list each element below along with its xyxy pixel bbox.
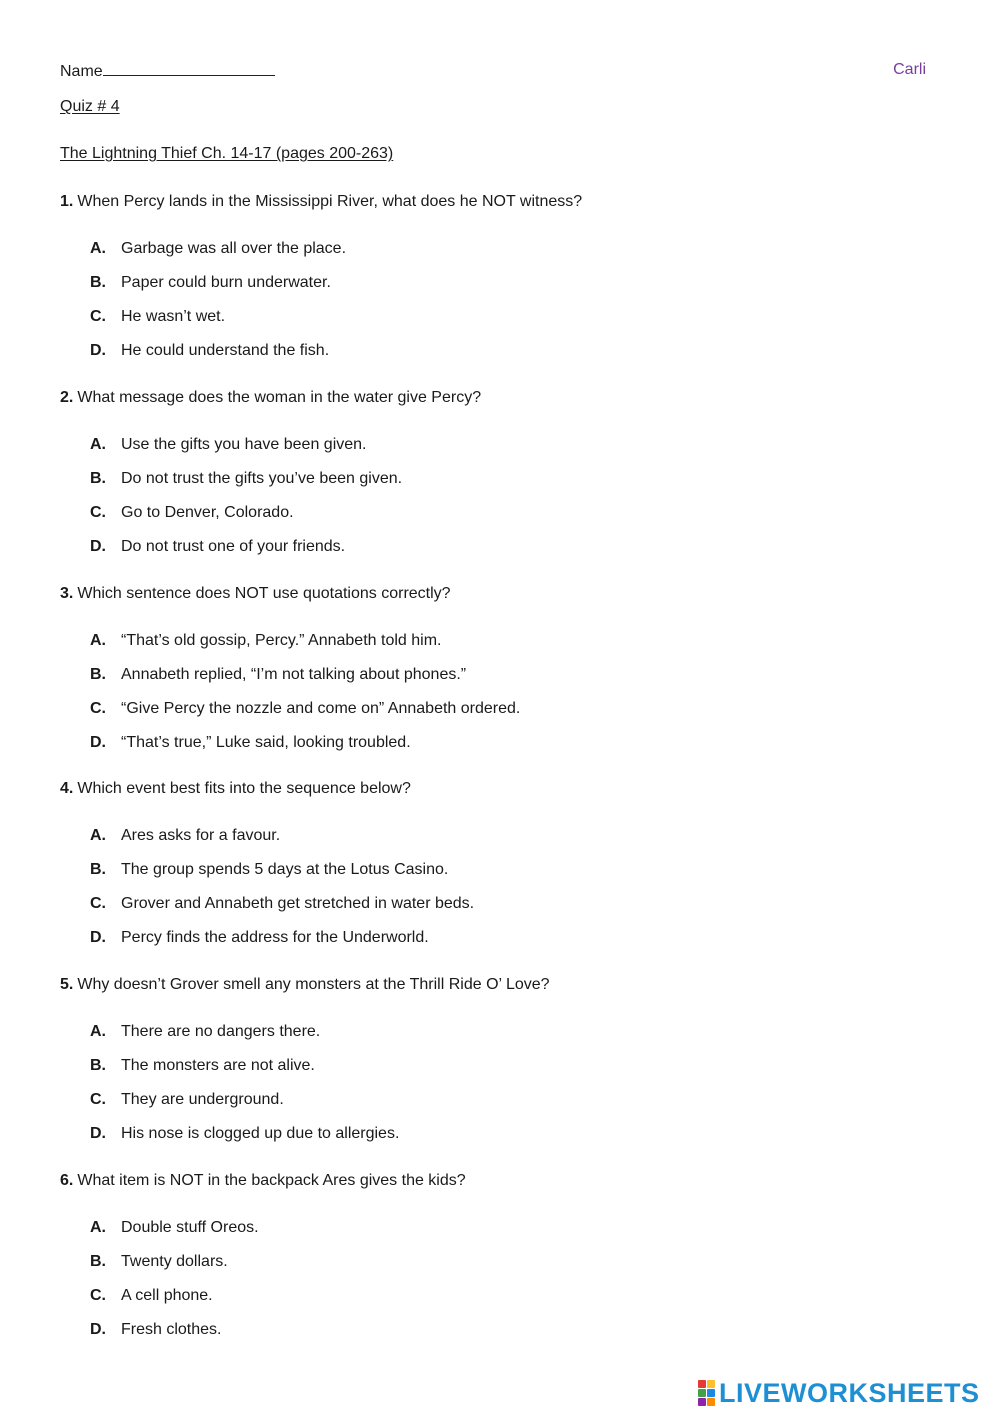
answer-option[interactable] <box>90 666 466 684</box>
option-letter: B. <box>90 666 106 683</box>
logo-square <box>698 1398 706 1406</box>
answer-option[interactable] <box>90 240 346 258</box>
option-letter: C. <box>90 1091 106 1108</box>
option-text: The group spends 5 days at the Lotus Casino. <box>121 861 449 878</box>
question-number: 6. <box>60 1172 74 1189</box>
liveworksheets-logo <box>698 1378 980 1408</box>
book-title: The Lightning Thief Ch. 14-17 (pages 200-263) <box>60 145 394 162</box>
answer-option[interactable] <box>90 1321 221 1339</box>
answer-option[interactable] <box>90 436 367 454</box>
option-text: Garbage was all over the place. <box>121 240 347 257</box>
option-text: His nose is clogged up due to allergies. <box>121 1125 400 1142</box>
option-text: Grover and Annabeth get stretched in water beds. <box>121 895 475 912</box>
answer-option[interactable] <box>90 632 441 650</box>
option-text: Twenty dollars. <box>121 1253 228 1270</box>
question-number: 4. <box>60 780 74 797</box>
answer-option[interactable] <box>90 1125 399 1143</box>
option-letter: C. <box>90 308 106 325</box>
option-letter: B. <box>90 274 106 291</box>
name-label: Name <box>60 63 103 80</box>
option-letter: C. <box>90 504 106 521</box>
option-letter: C. <box>90 895 106 912</box>
question-text: Why doesn’t Grover smell any monsters at the Thrill Ride O’ Love? <box>77 976 550 993</box>
answer-option[interactable] <box>90 1057 315 1075</box>
option-text: He wasn’t wet. <box>121 308 226 325</box>
option-text: The monsters are not alive. <box>121 1057 315 1074</box>
answer-option[interactable] <box>90 1091 284 1109</box>
answer-option[interactable] <box>90 700 520 718</box>
question-3 <box>60 585 451 603</box>
option-letter: D. <box>90 342 106 359</box>
option-text: “That’s old gossip, Percy.” Annabeth told him. <box>121 632 442 649</box>
option-letter: B. <box>90 861 106 878</box>
option-letter: B. <box>90 1253 106 1270</box>
option-letter: D. <box>90 1321 106 1338</box>
answer-option[interactable] <box>90 1023 320 1041</box>
answer-option[interactable] <box>90 470 402 488</box>
option-text: Percy finds the address for the Underworld. <box>121 929 429 946</box>
question-6 <box>60 1172 466 1190</box>
question-text: Which sentence does NOT use quotations correctly? <box>77 585 451 602</box>
option-letter: C. <box>90 700 106 717</box>
option-text: “That’s true,” Luke said, looking troubled. <box>121 734 411 751</box>
answer-option[interactable] <box>90 274 331 292</box>
name-line <box>60 61 275 81</box>
option-letter: B. <box>90 1057 106 1074</box>
answer-option[interactable] <box>90 1253 228 1271</box>
option-text: Do not trust one of your friends. <box>121 538 346 555</box>
option-text: They are underground. <box>121 1091 284 1108</box>
answer-option[interactable] <box>90 827 280 845</box>
option-letter: A. <box>90 1219 106 1236</box>
quiz-title: Quiz # 4 <box>60 98 120 115</box>
answer-option[interactable] <box>90 1219 259 1237</box>
option-letter: B. <box>90 470 106 487</box>
question-number: 1. <box>60 193 74 210</box>
option-text: “Give Percy the nozzle and come on” Annabeth ordered. <box>121 700 521 717</box>
question-5 <box>60 976 550 994</box>
question-text: What item is NOT in the backpack Ares gives the kids? <box>77 1172 466 1189</box>
answer-option[interactable] <box>90 504 294 522</box>
option-letter: A. <box>90 1023 106 1040</box>
answer-option[interactable] <box>90 342 329 360</box>
option-letter: D. <box>90 1125 106 1142</box>
question-text: What message does the woman in the water give Percy? <box>77 389 482 406</box>
option-text: Go to Denver, Colorado. <box>121 504 294 521</box>
option-letter: A. <box>90 240 106 257</box>
option-text: There are no dangers there. <box>121 1023 321 1040</box>
answer-option[interactable] <box>90 538 345 556</box>
option-letter: A. <box>90 436 106 453</box>
question-number: 2. <box>60 389 74 406</box>
logo-square <box>698 1389 706 1397</box>
question-1 <box>60 193 582 211</box>
name-field[interactable] <box>103 61 275 76</box>
author-name: Carli <box>893 61 926 78</box>
option-text: Annabeth replied, “I’m not talking about phones.” <box>121 666 467 683</box>
logo-square <box>698 1380 706 1388</box>
logo-square <box>707 1389 715 1397</box>
option-text: Fresh clothes. <box>121 1321 222 1338</box>
option-letter: D. <box>90 538 106 555</box>
answer-option[interactable] <box>90 895 474 913</box>
answer-option[interactable] <box>90 1287 213 1305</box>
option-text: Ares asks for a favour. <box>121 827 281 844</box>
answer-option[interactable] <box>90 308 225 326</box>
logo-square <box>707 1398 715 1406</box>
option-text: Use the gifts you have been given. <box>121 436 367 453</box>
question-number: 5. <box>60 976 74 993</box>
option-letter: A. <box>90 827 106 844</box>
question-4 <box>60 780 411 798</box>
option-text: Paper could burn underwater. <box>121 274 331 291</box>
question-text: When Percy lands in the Mississippi River, what does he NOT witness? <box>77 193 583 210</box>
option-text: Do not trust the gifts you’ve been given. <box>121 470 403 487</box>
answer-option[interactable] <box>90 929 429 947</box>
question-text: Which event best fits into the sequence below? <box>77 780 411 797</box>
logo-square <box>707 1380 715 1388</box>
option-text: A cell phone. <box>121 1287 213 1304</box>
option-text: Double stuff Oreos. <box>121 1219 259 1236</box>
option-letter: C. <box>90 1287 106 1304</box>
option-letter: A. <box>90 632 106 649</box>
answer-option[interactable] <box>90 861 448 879</box>
option-letter: D. <box>90 734 106 751</box>
logo-icon <box>698 1380 715 1406</box>
option-letter: D. <box>90 929 106 946</box>
answer-option[interactable] <box>90 734 411 752</box>
question-number: 3. <box>60 585 74 602</box>
option-text: He could understand the fish. <box>121 342 330 359</box>
question-2 <box>60 389 481 407</box>
logo-text: LIVEWORKSHEETS <box>719 1378 980 1408</box>
